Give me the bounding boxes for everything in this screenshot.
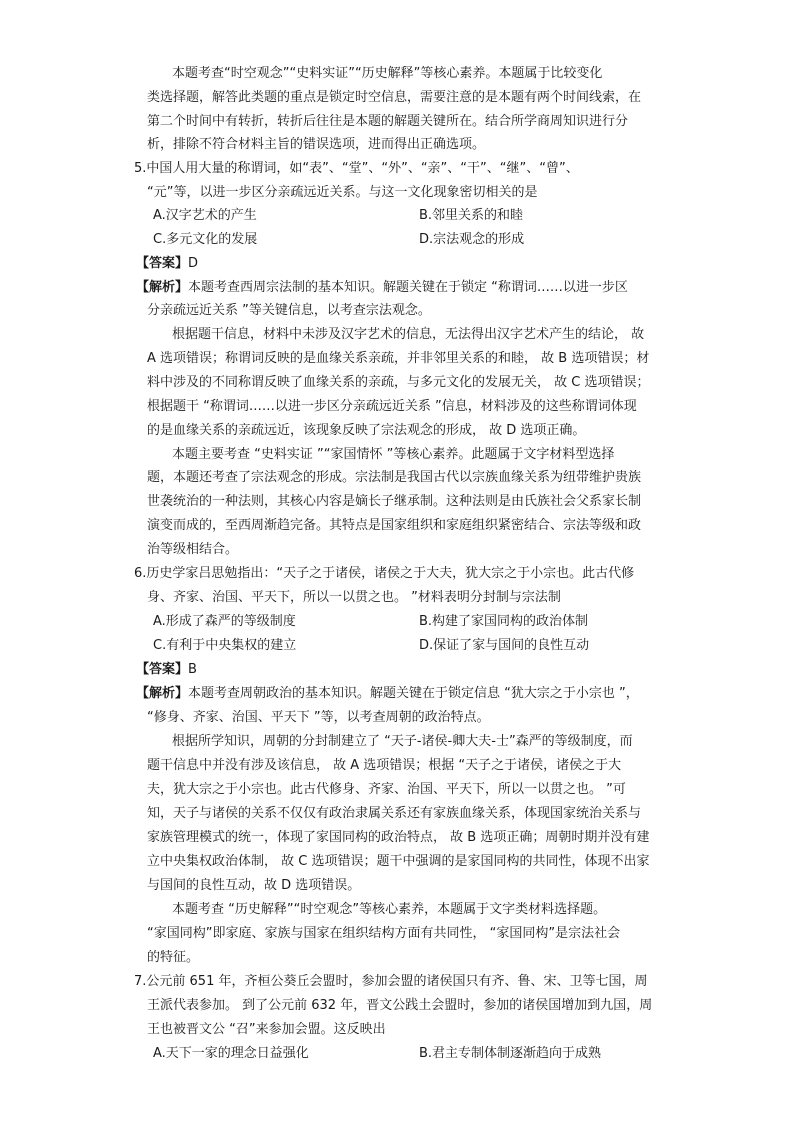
option-d: D.保证了家与国间的良性互动 — [419, 638, 590, 653]
option-c: C.有利于中央集权的建立 — [153, 638, 297, 653]
analysis-line: 夫，犹大宗之于小宗也。此古代修身、齐家、治国、平天下，所以一以贯之也。 ”可 — [147, 782, 626, 797]
analysis-line: 题干信息中并没有涉及该信息， 故 A 选项错误；根据 “天子之于诸侯，诸侯之于大 — [147, 758, 622, 773]
option-b: B.构建了家国同构的政治体制 — [419, 614, 589, 629]
option-c: C.多元文化的发展 — [153, 232, 258, 247]
analysis-line: 与国间的良性互动，故 D 选项错误。 — [147, 878, 361, 893]
analysis-line: 分亲疏远近关系 ”等关键信息，以考查宗法观念。 — [147, 303, 431, 318]
analysis-line: 立中央集权政治体制， 故 C 选项错误；题干中强调的是家国同构的共同性，体现不出家 — [147, 854, 650, 869]
analysis-text: 本题考查西周宗法制的基本知识。解题关键在于锁定 “称谓词……以进一步区 — [188, 280, 628, 295]
analysis-line: 的是血缘关系的亲疏远近，该现象反映了宗法观念的形成， 故 D 选项正确。 — [147, 423, 586, 438]
analysis-tag: 【解析】 — [136, 686, 189, 701]
analysis-line — [136, 686, 639, 702]
analysis-line: 的特征。 — [147, 950, 200, 965]
text-line: 本题考查“时空观念”“史料实证”“历史解释”等核心素养。本题属于比较变化 — [172, 66, 603, 81]
analysis-line: “修身、齐家、治国、平天下 ”等，以考查周朝的政治特点。 — [147, 710, 490, 725]
answer-value: D — [188, 256, 199, 271]
text-line: 第二个时间中有转折，转折后往往是本题的解题关键所在。结合所学商周知识进行分 — [147, 114, 629, 129]
analysis-line: 本题主要考查 “史料实证 ”“家国情怀 ”等核心素养。此题属于文字材料型选择 — [172, 447, 615, 462]
analysis-line: A 选项错误；称谓词反映的是血缘关系亲疏，并非邻里关系的和睦， 故 B 选项错误；材 — [147, 351, 650, 366]
analysis-line: “家国同构”即家庭、家族与国家在组织结构方面有共同性， “家国同构”是宗法社会 — [147, 926, 621, 941]
analysis-tag: 【解析】 — [136, 280, 189, 295]
question-5-stem: “元”等，以进一步区分亲疏远近关系。与这一文化现象密切相关的是 — [147, 185, 538, 200]
analysis-line: 根据所学知识，周朝的分封制建立了 “天子-诸侯-卿大夫-士”森严的等级制度，而 — [172, 734, 633, 749]
option-a: A.天下一家的理念日益强化 — [153, 1046, 309, 1061]
analysis-line: 本题考查 “历史解释”“时空观念”等核心素养，本题属于文字类材料选择题。 — [172, 902, 607, 917]
analysis-line: 根据题干信息，材料中未涉及汉字艺术的信息，无法得出汉字艺术产生的结论， 故 — [172, 327, 645, 342]
option-a: A.汉字艺术的产生 — [153, 208, 257, 223]
text-line: 析，排除不符合材料主旨的错误选项，进而得出正确选项。 — [147, 137, 486, 152]
analysis-line: 料中涉及的不同称谓反映了血缘关系的亲疏，与多元文化的发展无关， 故 C 选项错误； — [147, 375, 650, 390]
question-7-stem: 7.公元前 651 年，齐桓公葵丘会盟时，参加会盟的诸侯国只有齐、鲁、宋、卫等七国，周 — [134, 974, 648, 989]
question-7-stem: 王也被晋文公 “召”来参加会盟。这反映出 — [147, 1022, 386, 1037]
analysis-line: 题，本题还考查了宗法观念的形成。宗法制是我国古代以宗族血缘关系为纽带维护贵族 — [147, 470, 642, 485]
answer-line — [136, 662, 197, 678]
analysis-line — [136, 280, 628, 296]
question-7-stem: 王派代表参加。 到了公元前 632 年，晋文公践土会盟时，参加的诸侯国增加到九国，周 — [147, 998, 653, 1013]
text-line: 类选择题，解答此类题的重点是锁定时空信息，需要注意的是本题有两个时间线索，在 — [147, 90, 642, 105]
option-a: A.形成了森严的等级制度 — [153, 614, 296, 629]
analysis-line: 世袭统治的一种法则，其核心内容是嫡长子继承制。这种法则是由氏族社会父系家长制 — [147, 494, 642, 509]
question-6-stem: 身、齐家、治国、平天下，所以一以贯之也。 ”材料表明分封制与宗法制 — [147, 590, 561, 605]
option-d: D.宗法观念的形成 — [419, 232, 525, 247]
analysis-text: 本题考查周朝政治的基本知识。解题关键在于锁定信息 “犹大宗之于小宗也 ”， — [188, 686, 639, 701]
answer-tag: 【答案】 — [136, 662, 189, 677]
analysis-line: 家族管理模式的统一，体现了家国同构的政治特点， 故 B 选项正确；周朝时期并没有建 — [147, 830, 650, 845]
option-b: B.邻里关系的和睦 — [419, 208, 524, 223]
answer-tag: 【答案】 — [136, 256, 189, 271]
answer-value: B — [188, 662, 197, 677]
question-6-stem: 6.历史学家吕思勉指出：“天子之于诸侯，诸侯之于大夫，犹大宗之于小宗也。此古代修 — [134, 566, 635, 581]
option-b: B.君主专制体制逐渐趋向于成熟 — [419, 1046, 602, 1061]
analysis-line: 知，天子与诸侯的关系不仅仅有政治隶属关系还有家族血缘关系，体现国家统治关系与 — [147, 806, 642, 821]
answer-line — [136, 256, 198, 272]
analysis-line: 治等级相结合。 — [147, 542, 239, 557]
analysis-line: 演变而成的，至西周渐趋完备。其特点是国家组织和家庭组织紧密结合、宗法等级和政 — [147, 518, 642, 533]
question-5-stem: 5.中国人用大量的称谓词，如“表”、“堂”、“外”、“亲”、“干”、“继”、“曾”、 — [134, 161, 579, 176]
analysis-line: 根据题干 “称谓词……以进一步区分亲疏远近关系 ”信息，材料涉及的这些称谓词体现 — [147, 399, 637, 414]
